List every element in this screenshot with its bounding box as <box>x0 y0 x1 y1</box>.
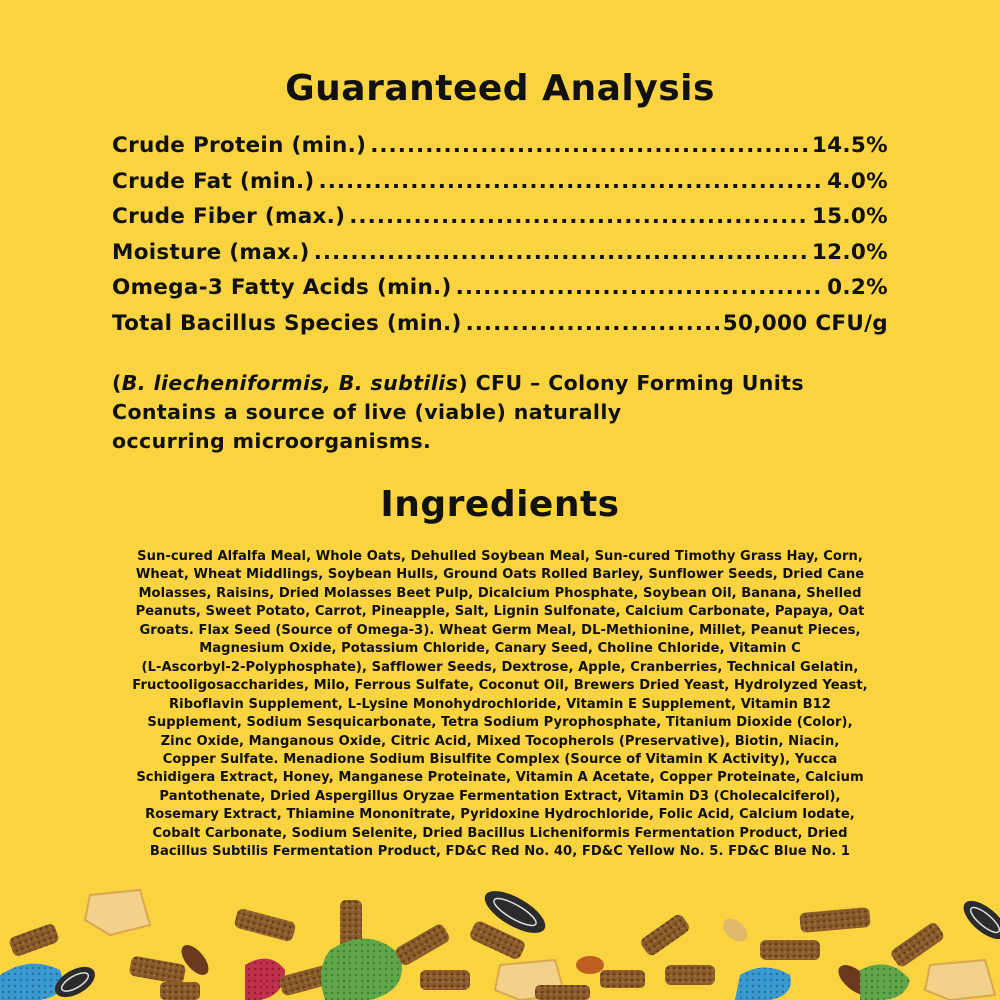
ingredients-line: Fructooligosaccharides, Milo, Ferrous Sulfate, Coconut Oil, Brewers Dried Yeast, Hydrolyzed Yeast, <box>132 678 868 694</box>
bacillus-note <box>112 369 902 456</box>
dried-fruit-icon <box>85 890 150 935</box>
analysis-row <box>112 169 888 205</box>
blue-piece-icon <box>735 968 791 1000</box>
note-line-3: occurring microorganisms. <box>112 429 432 453</box>
note-line-2: Contains a source of live (viable) naturally <box>112 400 622 424</box>
guaranteed-analysis-title: Guaranteed Analysis <box>285 68 715 109</box>
pellet-icon <box>420 970 470 990</box>
analysis-row <box>112 133 888 169</box>
analysis-row <box>112 275 888 311</box>
analysis-value: 0.2% <box>827 275 888 301</box>
dot-leader <box>314 240 808 265</box>
ingredients-line: Supplement, Sodium Sesquicarbonate, Tetra Sodium Pyrophosphate, Titanium Dioxide (Color), <box>147 715 853 731</box>
red-piece-icon <box>245 959 285 1000</box>
food-pieces-illustration <box>0 870 1000 1000</box>
sunflower-seed-icon <box>957 894 1000 946</box>
ingredients-text <box>72 548 928 862</box>
ingredients-line: Molasses, Raisins, Dried Molasses Beet Pulp, Dicalcium Phosphate, Soybean Oil, Banana, Shelled <box>138 585 862 601</box>
dot-leader <box>349 204 808 229</box>
ingredients-line: Bacillus Subtilis Fermentation Product, FD&C Red No. 40, FD&C Yellow No. 5. FD&C Blue No. 1 <box>149 844 851 860</box>
analysis-label: Moisture (max.) <box>112 239 310 265</box>
green-piece-icon <box>860 964 910 1000</box>
pellet-icon <box>129 955 187 984</box>
pellet-icon <box>535 985 590 1000</box>
analysis-label: Crude Protein (min.) <box>112 133 367 158</box>
dot-leader <box>456 275 824 300</box>
ingredients-line: Magnesium Oxide, Potassium Chloride, Canary Seed, Choline Chloride, Vitamin C <box>199 641 801 657</box>
dot-leader <box>466 311 719 336</box>
analysis-value: 15.0% <box>811 204 888 230</box>
analysis-value: 12.0% <box>811 239 888 265</box>
ingredients-line: Groats. Flax Seed (Source of Omega-3). Wheat Germ Meal, DL-Methionine, Millet, Peanut Pieces, <box>139 622 861 638</box>
ingredients-line: Wheat, Wheat Middlings, Soybean Hulls, Ground Oats Rolled Barley, Sunflower Seeds, Dried Cane <box>135 567 865 583</box>
analysis-value: 50,000 CFU/g <box>722 310 888 336</box>
analysis-row <box>112 311 888 347</box>
analysis-label: Crude Fat (min.) <box>112 168 315 194</box>
species-names: B. liecheniformis, B. subtilis <box>121 371 459 395</box>
ingredients-line: (L-Ascorbyl-2-Polyphosphate), Safflower Seeds, Dextrose, Apple, Cranberries, Technical Gelatin, <box>141 659 859 675</box>
pellet-icon <box>639 912 691 957</box>
dot-leader <box>319 169 824 194</box>
analysis-label: Total Bacillus Species (min.) <box>112 310 462 336</box>
pellet-icon <box>8 922 60 957</box>
ingredients-line: Schidigera Extract, Honey, Manganese Proteinate, Vitamin A Acetate, Copper Proteinate, Calcium <box>136 770 864 786</box>
analysis-row <box>112 204 888 240</box>
seed-icon <box>576 956 604 974</box>
ingredients-line: Riboflavin Supplement, L-Lysine Monohydrochloride, Vitamin E Supplement, Vitamin B12 <box>169 696 831 712</box>
pellet-icon <box>394 922 452 967</box>
ingredients-line: Pantothenate, Dried Aspergillus Oryzae Fermentation Extract, Vitamin D3 (Cholecalciferol), <box>159 788 841 804</box>
pellet-icon <box>160 982 200 1000</box>
dried-fruit-icon <box>925 960 995 1000</box>
analysis-value: 4.0% <box>827 168 888 194</box>
analysis-row <box>112 240 888 276</box>
blue-piece-icon <box>0 964 63 1000</box>
dot-leader <box>370 133 808 158</box>
ingredients-line: Peanuts, Sweet Potato, Carrot, Pineapple, Salt, Lignin Sulfonate, Calcium Carbonate, Papaya, Oat <box>135 604 865 620</box>
pellet-icon <box>233 908 296 943</box>
pellet-icon <box>665 965 715 985</box>
note-line-1: (B. liecheniformis, B. subtilis) CFU – Colony Forming Units <box>112 371 804 395</box>
ingredients-line: Cobalt Carbonate, Sodium Selenite, Dried Bacillus Licheniformis Fermentation Product, Dried <box>152 825 848 841</box>
analysis-list <box>112 133 888 347</box>
analysis-label: Omega-3 Fatty Acids (min.) <box>112 275 452 301</box>
pellet-icon <box>760 940 820 960</box>
pellet-icon <box>799 907 870 933</box>
analysis-label: Crude Fiber (max.) <box>112 204 346 230</box>
pellet-icon <box>889 921 946 969</box>
ingredients-line: Sun-cured Alfalfa Meal, Whole Oats, Dehulled Soybean Meal, Sun-cured Timothy Grass Hay, Corn, <box>137 549 863 564</box>
ingredients-line: Zinc Oxide, Manganous Oxide, Citric Acid, Mixed Tocopherols (Preservative), Biotin, Niacin, <box>160 733 840 749</box>
green-piece-icon <box>321 939 402 1000</box>
ingredients-line: Rosemary Extract, Thiamine Mononitrate, Pyridoxine Hydrochloride, Folic Acid, Calcium Iodate, <box>145 807 855 823</box>
ingredients-title: Ingredients <box>380 484 620 525</box>
seed-icon <box>718 914 751 946</box>
ingredients-line: Copper Sulfate. Menadione Sodium Bisulfite Complex (Source of Vitamin K Activity), Yucca <box>162 751 838 767</box>
analysis-value: 14.5% <box>811 133 888 158</box>
pellet-icon <box>600 970 645 988</box>
cfu-definition: ) CFU – Colony Forming Units <box>458 371 804 395</box>
